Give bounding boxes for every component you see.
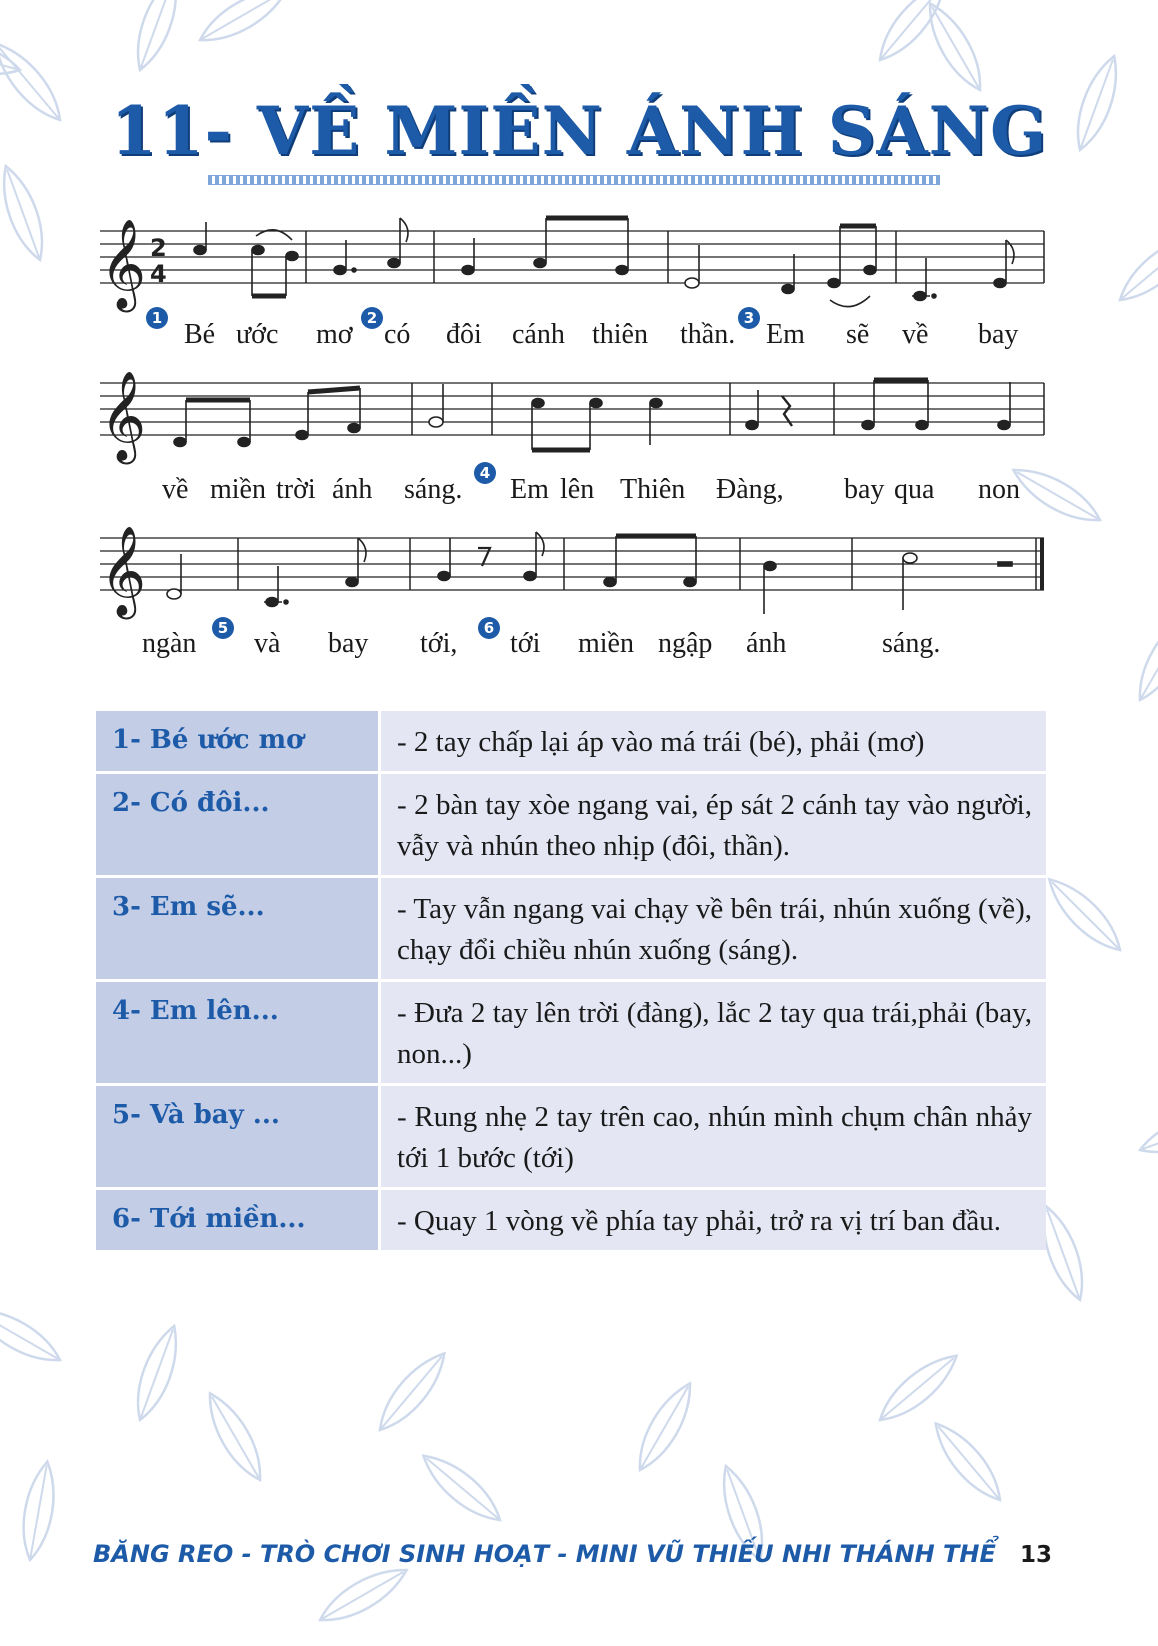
- move-description: - 2 tay chấp lại áp vào má trái (bé), phải (mơ): [381, 711, 1046, 771]
- table-row: [96, 1190, 1046, 1250]
- staff-2: [100, 383, 1044, 435]
- lyric-word: miền: [210, 474, 266, 505]
- staff-1: [100, 231, 1044, 283]
- lyric-word: Đàng,: [716, 474, 784, 505]
- move-label: 5- Và bay ...: [96, 1086, 381, 1187]
- treble-clef-icon: 𝄞: [100, 526, 147, 616]
- move-label: 1- Bé ước mơ: [96, 711, 381, 771]
- move-label: 2- Có đôi...: [96, 774, 381, 875]
- table-row: [96, 982, 1046, 1083]
- lyric-word: bay: [328, 628, 369, 659]
- footer-title: BĂNG REO - TRÒ CHƠI SINH HOẠT - MINI VŨ THIẾU NHI THÁNH THỂ: [93, 1540, 996, 1568]
- lyric-word: sáng.: [404, 474, 463, 505]
- move-description: - 2 bàn tay xòe ngang vai, ép sát 2 cánh tay vào người, vẫy và nhún theo nhịp (đôi, thần).: [381, 774, 1046, 875]
- lyric-word: đôi: [446, 319, 482, 350]
- lyric-word: qua: [894, 474, 935, 505]
- lyric-word: trời: [276, 474, 316, 505]
- lyric-word: thần.: [680, 319, 736, 350]
- lyric-word: và: [254, 628, 281, 659]
- lyric-word: về: [902, 319, 929, 350]
- lyric-word: Thiên: [620, 474, 686, 505]
- lyric-word: Em: [510, 474, 549, 505]
- lyric-word: sẽ: [846, 319, 870, 350]
- move-description: - Tay vẫn ngang vai chạy về bên trái, nhún xuống (về), chạy đổi chiều nhún xuống (sáng).: [381, 878, 1046, 979]
- marker-badge: 2: [361, 307, 383, 329]
- notes-2: [174, 380, 1010, 450]
- lyric-word: thiên: [592, 319, 648, 350]
- lyric-word: sáng.: [882, 628, 941, 659]
- lyric-word: Bé: [184, 319, 216, 350]
- lyric-word: tới,: [420, 628, 458, 659]
- table-row: [96, 711, 1046, 771]
- time-signature-top: 2: [150, 234, 167, 262]
- table-row: [96, 774, 1046, 875]
- marker-badge: 6: [478, 617, 500, 639]
- lyric-word: cánh: [512, 319, 565, 350]
- lyric-word: non: [978, 474, 1020, 505]
- lyric-word: Em: [766, 319, 805, 350]
- lyric-word: bay: [844, 474, 885, 505]
- time-signature-bottom: 4: [150, 260, 167, 288]
- lyric-word: ánh: [746, 628, 787, 659]
- lyric-word: ngập: [658, 628, 713, 659]
- lyric-word: ánh: [332, 474, 373, 505]
- treble-clef-icon: 𝄞: [100, 371, 147, 461]
- marker-badge: 5: [212, 617, 234, 639]
- marker-badge: 3: [738, 307, 760, 329]
- lyric-word: ngàn: [142, 628, 197, 659]
- lyric-word: về: [162, 474, 189, 505]
- notes-3: [167, 532, 1012, 614]
- table-row: [96, 878, 1046, 979]
- lyric-word: lên: [560, 474, 595, 505]
- move-description: - Đưa 2 tay lên trời (đàng), lắc 2 tay qua trái,phải (bay, non...): [381, 982, 1046, 1083]
- treble-clef-icon: 𝄞: [100, 219, 147, 309]
- lyric-word: mơ: [316, 319, 353, 350]
- move-label: 3- Em sẽ...: [96, 878, 381, 979]
- page-title: 11- VỀ MIỀN ÁNH SÁNG: [110, 92, 1048, 170]
- page-number: 13: [1020, 1542, 1053, 1568]
- marker-badge: 4: [474, 462, 496, 484]
- move-description: - Quay 1 vòng về phía tay phải, trở ra vị trí ban đầu.: [381, 1190, 1046, 1250]
- lyric-word: ước: [236, 319, 279, 350]
- movement-table: [96, 708, 1046, 1253]
- move-description: - Rung nhẹ 2 tay trên cao, nhún mình chụm chân nhảy tới 1 bước (tới): [381, 1086, 1046, 1187]
- lyric-word: bay: [978, 319, 1019, 350]
- move-label: 4- Em lên...: [96, 982, 381, 1083]
- lyric-word: có: [384, 319, 411, 350]
- lyric-word: miền: [578, 628, 634, 659]
- marker-badge: 1: [146, 307, 168, 329]
- lyric-word: tới: [510, 628, 541, 659]
- table-row: [96, 1086, 1046, 1187]
- move-label: 6- Tới miền...: [96, 1190, 381, 1250]
